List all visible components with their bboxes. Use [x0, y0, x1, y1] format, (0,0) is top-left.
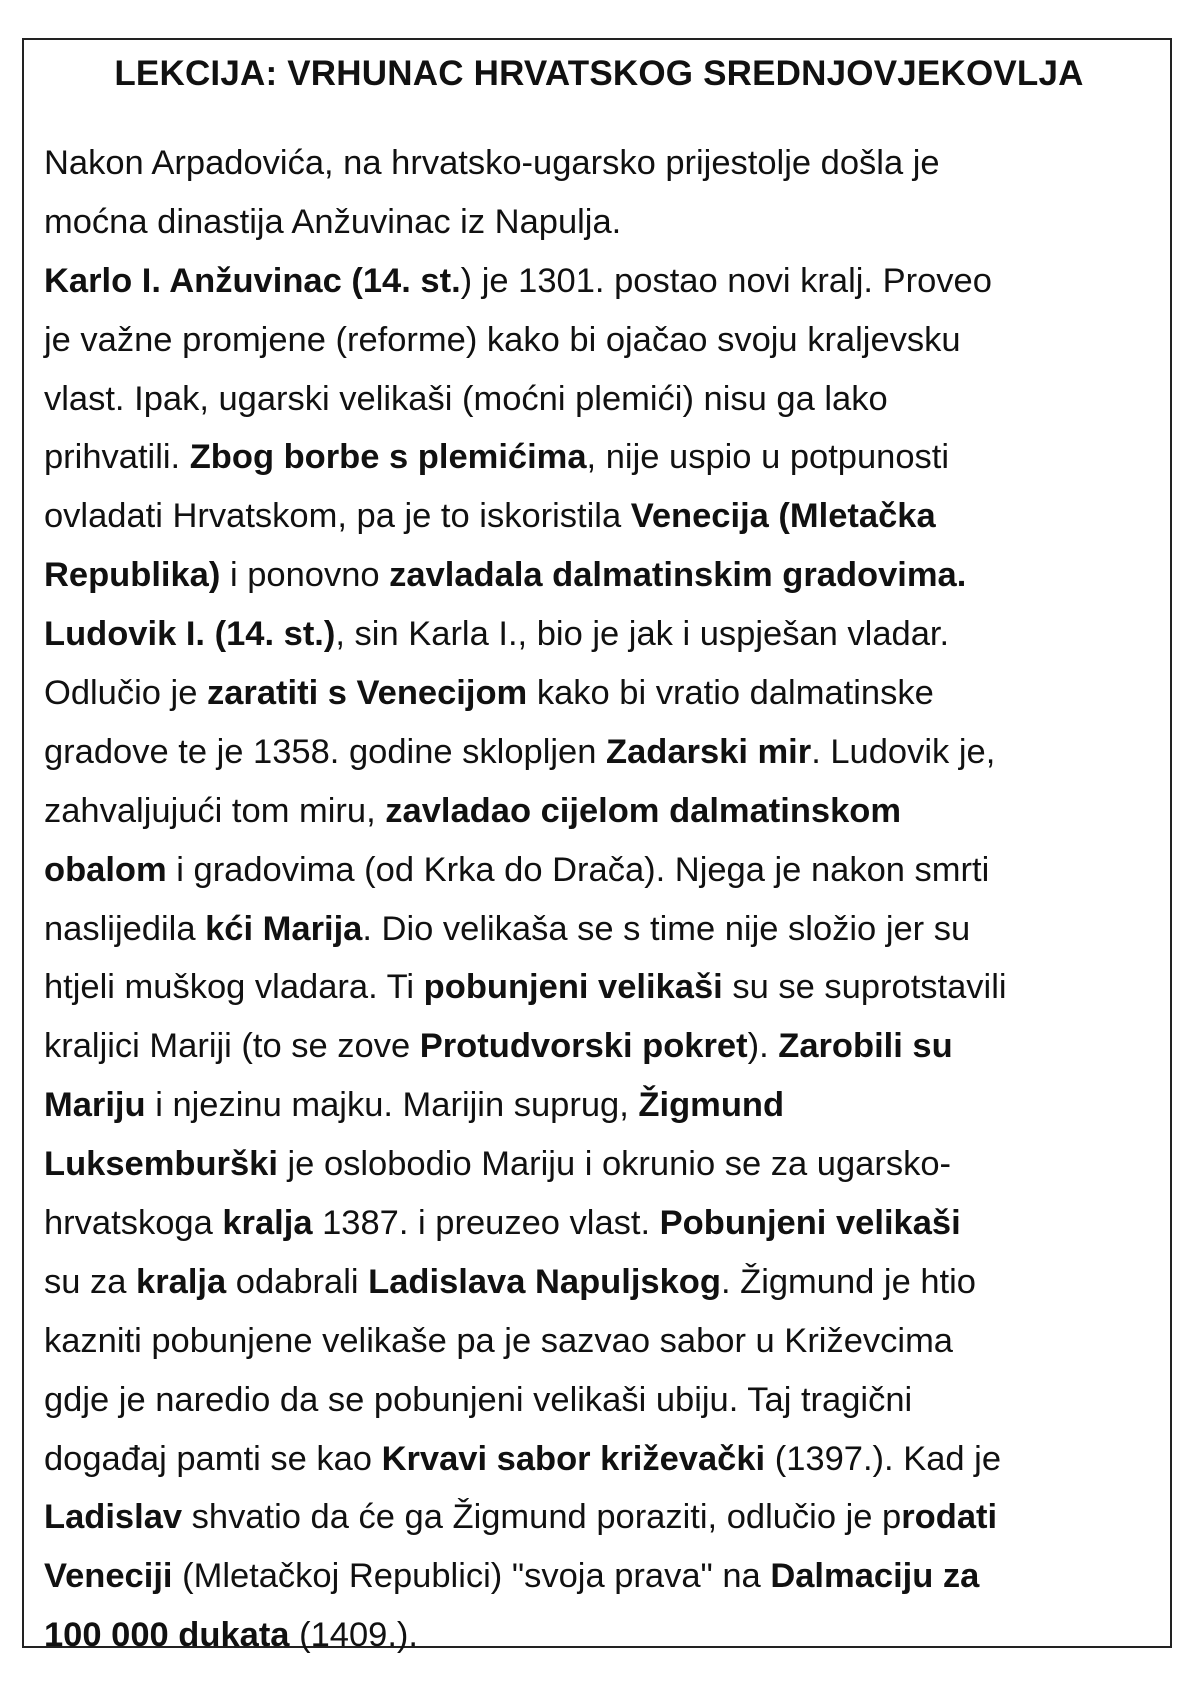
- text-segment: vlast. Ipak, ugarski velikaši (moćni plemići) nisu ga lako: [44, 379, 888, 418]
- bold-text-segment: obalom: [44, 850, 167, 889]
- bold-text-segment: Dalmaciju za: [770, 1557, 980, 1596]
- text-segment: (1397.). Kad je: [765, 1439, 1002, 1478]
- text-segment: ).: [747, 1027, 779, 1066]
- text-line: [44, 370, 1166, 429]
- text-line: [44, 1194, 1166, 1253]
- bold-text-segment: Karlo I. Anžuvinac (14. st.: [44, 261, 461, 300]
- bold-text-segment: zaratiti s Venecijom: [207, 674, 528, 713]
- text-line: [44, 193, 1166, 252]
- text-line: [44, 1135, 1166, 1194]
- bold-text-segment: zavladao cijelom dalmatinskom: [385, 791, 902, 830]
- text-segment: ) je 1301. postao novi kralj. Proveo: [460, 261, 992, 300]
- text-segment: ovladati Hrvatskom, pa je to iskoristila: [44, 497, 631, 536]
- bold-text-segment: Mariju: [44, 1086, 146, 1125]
- text-line: [44, 1076, 1166, 1135]
- text-segment: shvatio da će ga Žigmund poraziti, odlučio je p: [182, 1498, 902, 1537]
- text-segment: htjeli muškog vladara. Ti: [44, 968, 424, 1007]
- text-segment: . Žigmund je htio: [720, 1262, 976, 1301]
- text-line: [44, 841, 1166, 900]
- lesson-body: [44, 134, 1166, 1665]
- text-line: [44, 1253, 1166, 1312]
- text-segment: odabrali: [226, 1262, 369, 1301]
- text-segment: , nije uspio u potpunosti: [586, 438, 950, 477]
- text-segment: događaj pamti se kao: [44, 1439, 382, 1478]
- text-line: [44, 900, 1166, 959]
- text-segment: gradove te je 1358. godine sklopljen: [44, 732, 606, 771]
- bold-text-segment: Pobunjeni velikaši: [659, 1204, 961, 1243]
- text-line: [44, 782, 1166, 841]
- text-segment: Odlučio je: [44, 674, 207, 713]
- bold-text-segment: kralja: [136, 1262, 227, 1301]
- text-segment: hrvatskoga: [44, 1204, 223, 1243]
- text-segment: , sin Karla I., bio je jak i uspješan vladar.: [335, 615, 950, 654]
- text-line: [44, 1606, 1166, 1665]
- bold-text-segment: Krvavi sabor križevački: [381, 1439, 766, 1478]
- text-line: [44, 1312, 1166, 1371]
- text-segment: i gradovima (od Krka do Drača). Njega je nakon smrti: [166, 850, 990, 889]
- text-line: [44, 958, 1166, 1017]
- bold-text-segment: rodati: [901, 1498, 998, 1537]
- lesson-title: LEKCIJA: VRHUNAC HRVATSKOG SREDNJOVJEKOVLJA: [114, 54, 1084, 93]
- text-segment: (1409.).: [289, 1616, 418, 1655]
- text-line: [44, 664, 1166, 723]
- text-line: [44, 605, 1166, 664]
- text-segment: (Mletačkoj Republici) "svoja prava" na: [172, 1557, 771, 1596]
- bold-text-segment: Žigmund: [638, 1086, 785, 1125]
- bold-text-segment: Protudvorski pokret: [419, 1027, 748, 1066]
- text-segment: Nakon Arpadovića, na hrvatsko-ugarsko prijestolje došla je: [44, 144, 940, 182]
- text-segment: naslijedila: [44, 909, 206, 948]
- bold-text-segment: Luksemburški: [44, 1145, 278, 1184]
- text-segment: kako bi vratio dalmatinske: [527, 674, 934, 713]
- bold-text-segment: Venecija (Mletačka: [630, 497, 936, 536]
- text-line: [44, 311, 1166, 370]
- bold-text-segment: Ludovik I. (14. st.): [44, 615, 336, 654]
- text-line: [44, 1430, 1166, 1489]
- bold-text-segment: Ladislava Napuljskog: [368, 1262, 721, 1301]
- bold-text-segment: kralja: [222, 1204, 313, 1243]
- text-segment: kraljici Mariji (to se zove: [44, 1027, 420, 1066]
- bold-text-segment: Zbog borbe s plemićima: [189, 438, 587, 477]
- text-line: [44, 1488, 1166, 1547]
- bold-text-segment: Republika): [44, 556, 221, 595]
- text-line: [44, 428, 1166, 487]
- text-segment: 1387. i preuzeo vlast.: [312, 1204, 660, 1243]
- text-segment: je važne promjene (reforme) kako bi ojačao svoju kraljevsku: [44, 320, 961, 359]
- text-line: [44, 1547, 1166, 1606]
- bold-text-segment: 100 000 dukata: [44, 1616, 290, 1655]
- text-segment: i ponovno: [220, 556, 390, 595]
- text-segment: je oslobodio Mariju i okrunio se za ugarsko-: [277, 1145, 952, 1184]
- text-segment: prihvatili.: [44, 438, 190, 477]
- bold-text-segment: zavladala dalmatinskim gradovima.: [389, 556, 967, 595]
- text-segment: gdje je naredio da se pobunjeni velikaši ubiju. Taj tragični: [44, 1380, 913, 1419]
- bold-text-segment: Zadarski mir: [606, 732, 812, 771]
- bold-text-segment: Zarobili su: [778, 1027, 953, 1066]
- text-line: [44, 723, 1166, 782]
- bold-text-segment: kći Marija: [205, 909, 363, 948]
- bold-text-segment: Veneciji: [44, 1557, 173, 1596]
- text-segment: su se suprotstavili: [722, 968, 1007, 1007]
- text-line: [44, 1371, 1166, 1430]
- text-line: [44, 1017, 1166, 1076]
- text-segment: kazniti pobunjene velikaše pa je sazvao sabor u Križevcima: [44, 1321, 953, 1360]
- text-segment: . Ludovik je,: [811, 732, 996, 771]
- text-line: [44, 134, 1166, 193]
- text-segment: su za: [44, 1262, 137, 1301]
- text-segment: moćna dinastija Anžuvinac iz Napulja.: [44, 202, 622, 241]
- text-segment: . Dio velikaša se s time nije složio jer su: [362, 909, 971, 948]
- bold-text-segment: pobunjeni velikaši: [423, 968, 723, 1007]
- text-segment: zahvaljujući tom miru,: [44, 791, 386, 830]
- text-line: [44, 546, 1166, 605]
- bold-text-segment: Ladislav: [44, 1498, 183, 1537]
- text-line: [44, 252, 1166, 311]
- text-line: [44, 487, 1166, 546]
- text-segment: i njezinu majku. Marijin suprug,: [145, 1086, 639, 1125]
